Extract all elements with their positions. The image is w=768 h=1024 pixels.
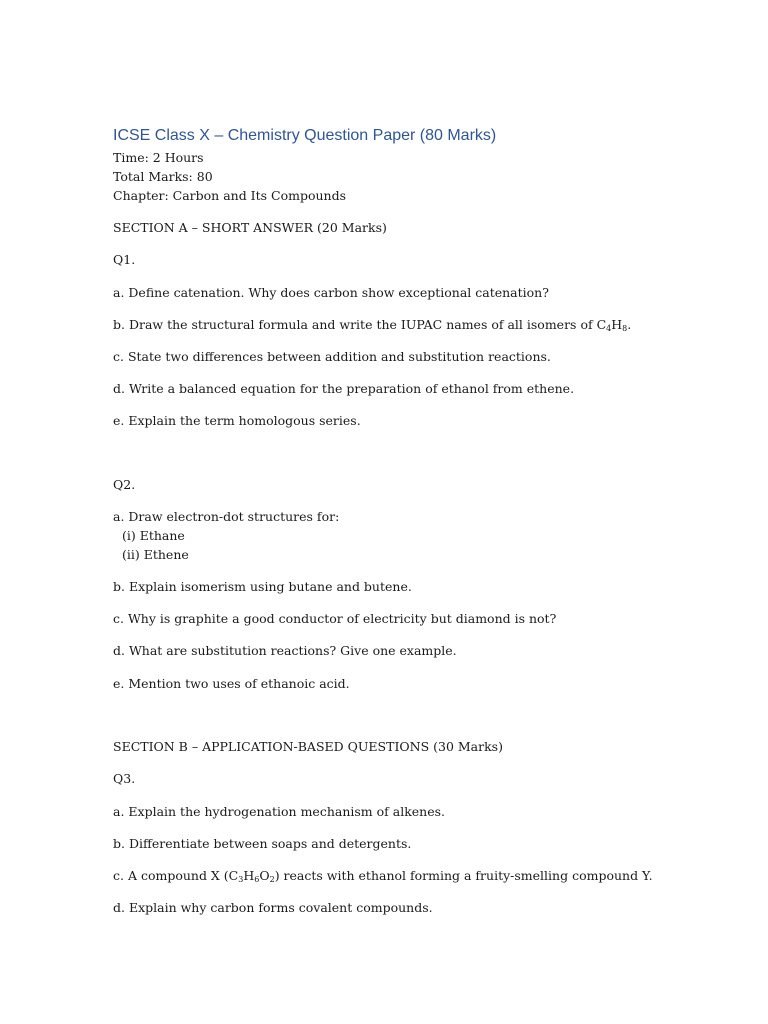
q1-part-b-end: . <box>627 317 632 332</box>
section-b-heading: SECTION B – APPLICATION-BASED QUESTIONS (30 Marks) <box>113 739 503 754</box>
q3-part-a: a. Explain the hydrogenation mechanism of alkenes. <box>113 804 446 819</box>
q3-part-c-text: c. A compound X (C <box>113 868 239 883</box>
q3-part-c-h: H <box>243 868 255 883</box>
q3-part-c-end: ) reacts with ethanol forming a fruity-smelling compound Y. <box>274 868 653 883</box>
question-label-q1: Q1. <box>113 252 136 267</box>
q1-part-c: c. State two differences between addition and substitution reactions. <box>113 349 551 364</box>
q3-part-c-sub3: 2 <box>269 875 275 884</box>
q2-part-a-i: (i) Ethane <box>122 528 185 543</box>
q2-part-e: e. Mention two uses of ethanoic acid. <box>113 676 350 691</box>
q1-part-b-sub2: 8 <box>622 324 628 333</box>
q3-part-c <box>113 868 653 884</box>
section-a-heading: SECTION A – SHORT ANSWER (20 Marks) <box>113 220 387 235</box>
question-label-q3: Q3. <box>113 771 136 786</box>
q3-part-c-sub1: 3 <box>238 875 244 884</box>
q1-part-e: e. Explain the term homologous series. <box>113 413 361 428</box>
q1-part-b-sub1: 4 <box>606 324 612 333</box>
q2-part-b: b. Explain isomerism using butane and butene. <box>113 579 412 594</box>
q1-part-d: d. Write a balanced equation for the preparation of ethanol from ethene. <box>113 381 575 396</box>
q3-part-d: d. Explain why carbon forms covalent compounds. <box>113 900 433 915</box>
page-title: ICSE Class X – Chemistry Question Paper (80 Marks) <box>113 127 497 144</box>
q2-part-d: d. What are substitution reactions? Give one example. <box>113 643 457 658</box>
question-label-q2: Q2. <box>113 477 136 492</box>
q1-part-a: a. Define catenation. Why does carbon show exceptional catenation? <box>113 285 549 300</box>
q3-part-c-o: O <box>259 868 270 883</box>
q3-part-c-sub2: 6 <box>254 875 260 884</box>
q2-part-a-ii: (ii) Ethene <box>122 547 189 562</box>
q1-part-b-mid: H <box>611 317 623 332</box>
exam-time: Time: 2 Hours <box>113 150 204 165</box>
chapter: Chapter: Carbon and Its Compounds <box>113 188 347 203</box>
q1-part-b <box>113 317 631 333</box>
q1-part-b-text: b. Draw the structural formula and write the IUPAC names of all isomers of C <box>113 317 607 332</box>
total-marks: Total Marks: 80 <box>113 169 213 184</box>
q3-part-b: b. Differentiate between soaps and detergents. <box>113 836 412 851</box>
q2-part-a: a. Draw electron-dot structures for: <box>113 509 340 524</box>
q2-part-c: c. Why is graphite a good conductor of electricity but diamond is not? <box>113 611 557 626</box>
